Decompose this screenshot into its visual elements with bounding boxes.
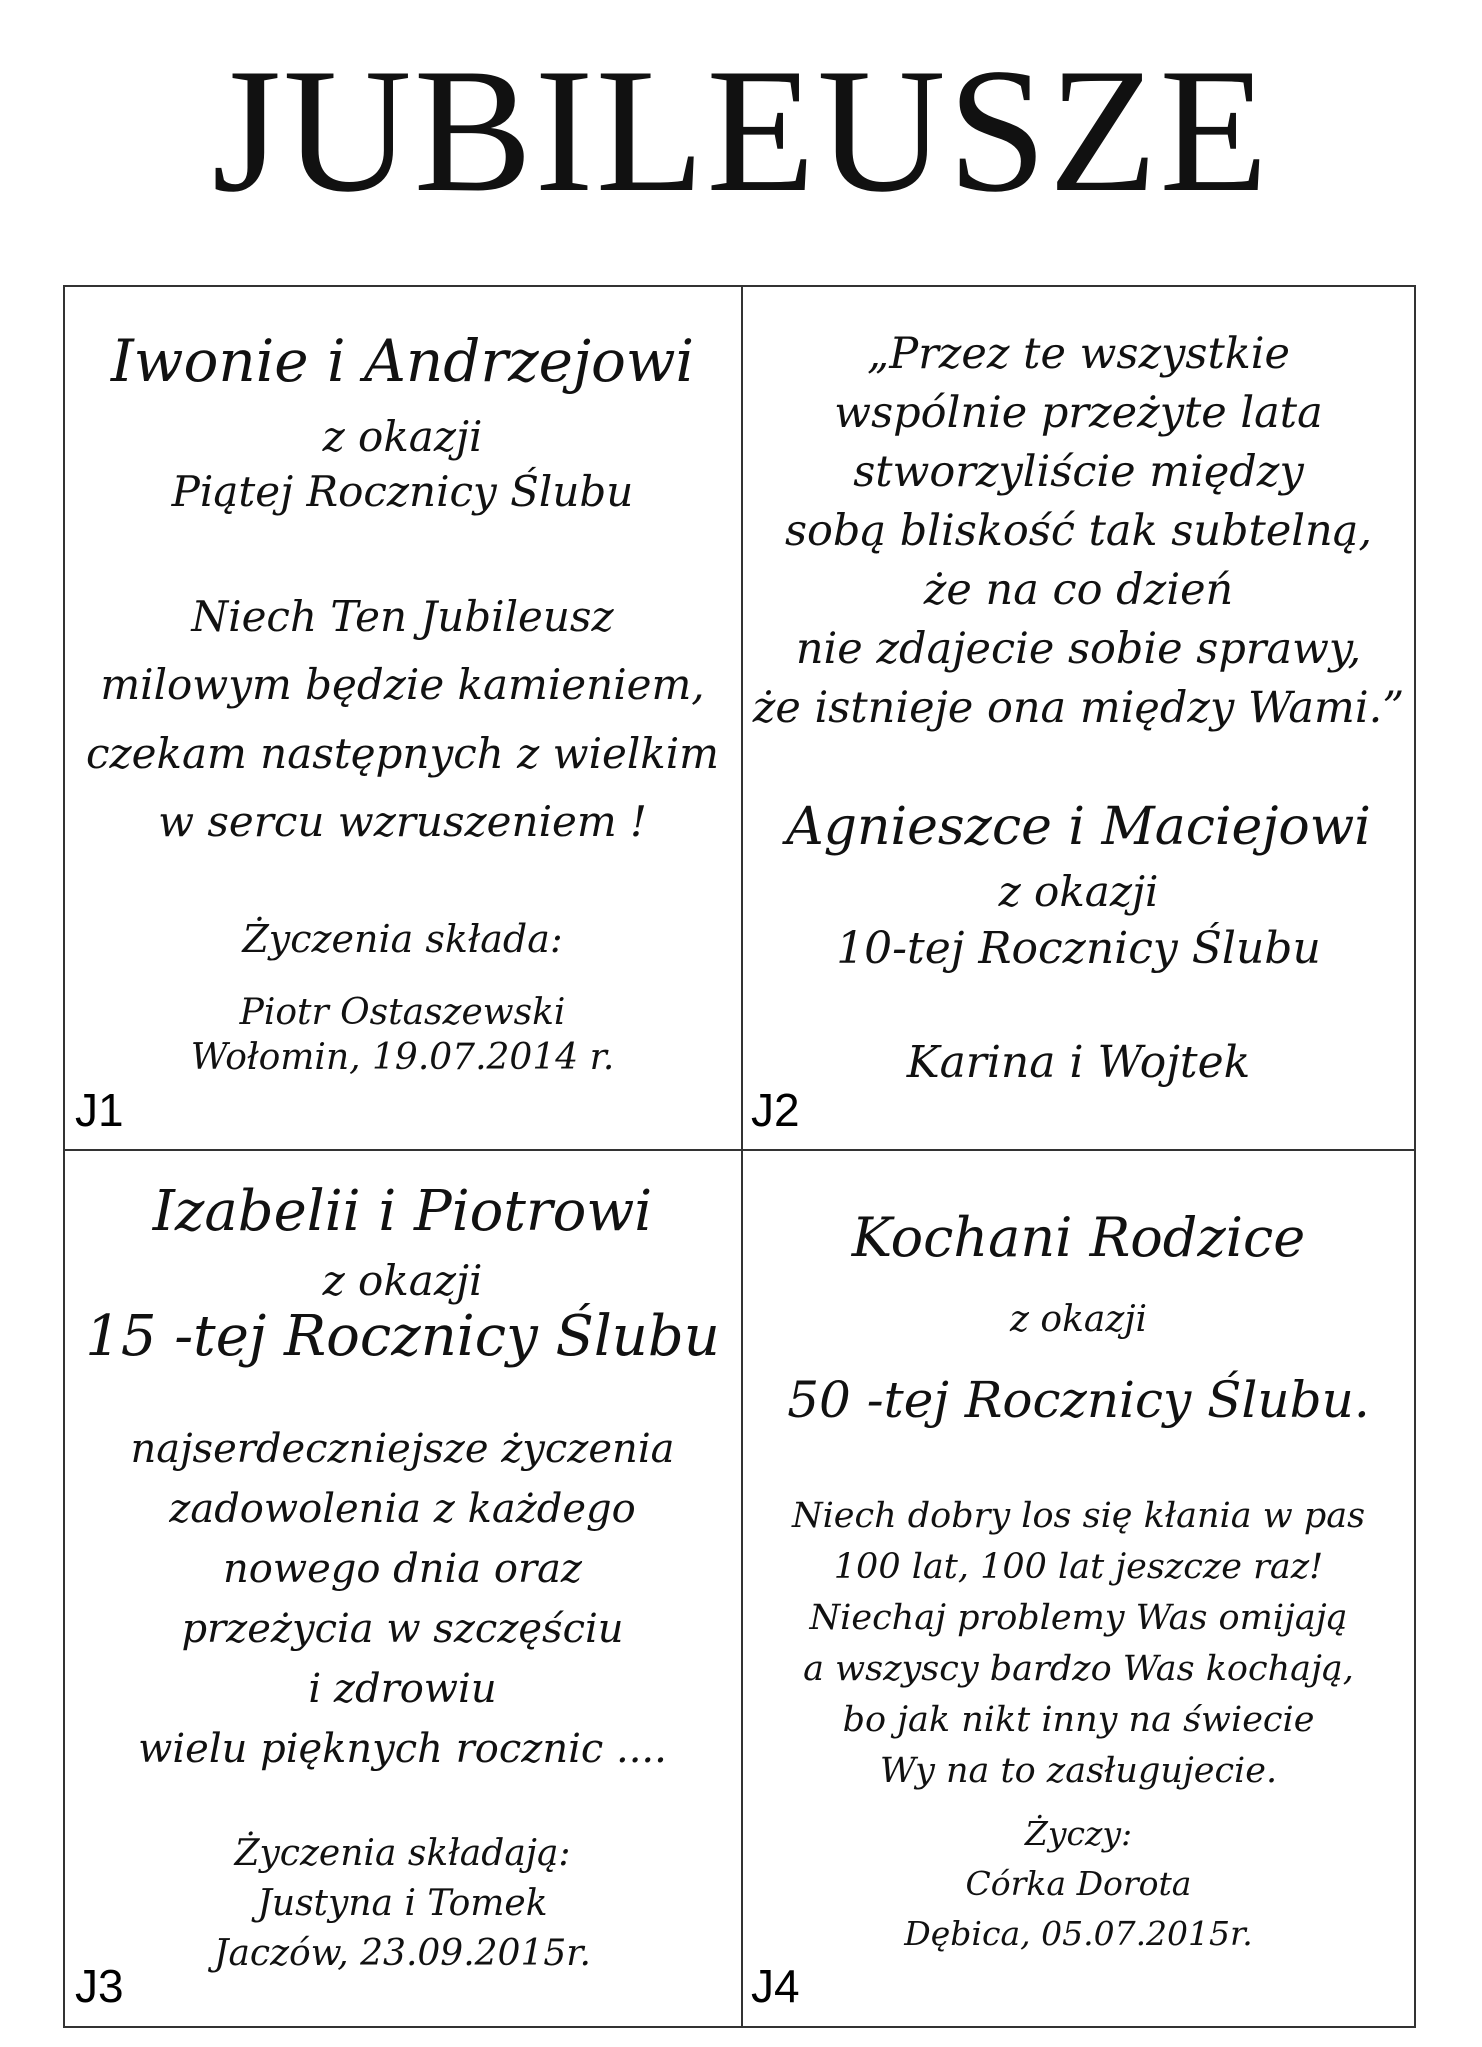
- message-line: Niech Ten Jubileusz: [191, 592, 614, 641]
- card-signoff: Życzenia składa:: [242, 917, 563, 961]
- signer-line: Wołomin, 19.07.2014 r.: [190, 1037, 615, 1078]
- message-line: wspólnie przeżyte lata: [834, 388, 1323, 438]
- message-line: nowego dnia oraz: [222, 1546, 582, 1592]
- card-j2[interactable]: [741, 287, 1416, 1149]
- message-line: a wszyscy bardzo Was kochają,: [803, 1649, 1354, 1689]
- signer-line: Córka Dorota: [965, 1864, 1192, 1903]
- card-names: Izabelii i Piotrowi: [152, 1179, 653, 1244]
- card-anniversary: 10-tej Rocznicy Ślubu: [836, 923, 1321, 974]
- message-line: Wy na to zasługujecie.: [879, 1751, 1278, 1791]
- message-line: najserdeczniejsze życzenia: [130, 1426, 675, 1472]
- card-anniversary: Piątej Rocznicy Ślubu: [171, 467, 634, 516]
- message-line: w sercu wzruszeniem !: [158, 797, 647, 846]
- card-occasion: z okazji: [998, 867, 1159, 916]
- card-code: J4: [751, 1960, 800, 2012]
- signer-line: Dębica, 05.07.2015r.: [904, 1914, 1253, 1953]
- message-line: stworzyliście między: [853, 447, 1304, 497]
- jubilee-card-grid: [63, 285, 1416, 2028]
- card-anniversary: 50 -tej Rocznicy Ślubu.: [787, 1371, 1370, 1429]
- card-occasion: z okazji: [322, 412, 483, 461]
- message-line: przeżycia w szczęściu: [181, 1606, 624, 1652]
- page-title: JUBILEUSZE: [211, 31, 1271, 229]
- card-names: Agnieszce i Maciejowi: [786, 797, 1371, 857]
- signer-line: Piotr Ostaszewski: [239, 992, 566, 1033]
- card-occasion: z okazji: [1009, 1299, 1147, 1340]
- card-names: Iwonie i Andrzejowi: [110, 327, 695, 395]
- card-j1[interactable]: [65, 287, 740, 1149]
- message-line: milowym będzie kamieniem,: [100, 660, 705, 709]
- card-names: Kochani Rodzice: [851, 1206, 1306, 1269]
- signer-line: Karina i Wojtek: [906, 1037, 1251, 1088]
- message-line: i zdrowiu: [308, 1666, 497, 1712]
- card-j3[interactable]: [65, 1151, 740, 2028]
- message-line: zadowolenia z każdego: [169, 1486, 636, 1532]
- message-line: sobą bliskość tak subtelną,: [784, 506, 1373, 556]
- card-code: J2: [751, 1084, 800, 1136]
- card-anniversary: 15 -tej Rocznicy Ślubu: [85, 1304, 720, 1369]
- message-line: że istnieje ona między Wami.”: [752, 683, 1405, 733]
- card-signoff: Życzenia składają:: [234, 1833, 571, 1874]
- card-occasion: z okazji: [322, 1256, 483, 1305]
- message-line: Niechaj problemy Was omijają: [809, 1598, 1348, 1638]
- card-j4[interactable]: [741, 1151, 1416, 2028]
- message-line: bo jak nikt inny na świecie: [842, 1700, 1315, 1740]
- card-code: J1: [75, 1084, 124, 1136]
- message-line: „Przez te wszystkie: [866, 329, 1290, 379]
- message-line: 100 lat, 100 lat jeszcze raz!: [833, 1547, 1324, 1587]
- card-code: J3: [75, 1960, 124, 2012]
- message-line: że na co dzień: [923, 565, 1234, 615]
- card-signoff: Życzy:: [1024, 1814, 1133, 1853]
- message-line: czekam następnych z wielkim: [86, 729, 719, 778]
- signer-line: Justyna i Tomek: [257, 1883, 548, 1924]
- message-line: nie zdajecie sobie sprawy,: [795, 624, 1362, 674]
- signer-line: Jaczów, 23.09.2015r.: [214, 1933, 591, 1974]
- message-line: Niech dobry los się kłania w pas: [791, 1496, 1366, 1536]
- message-line: wielu pięknych rocznic ....: [138, 1726, 667, 1772]
